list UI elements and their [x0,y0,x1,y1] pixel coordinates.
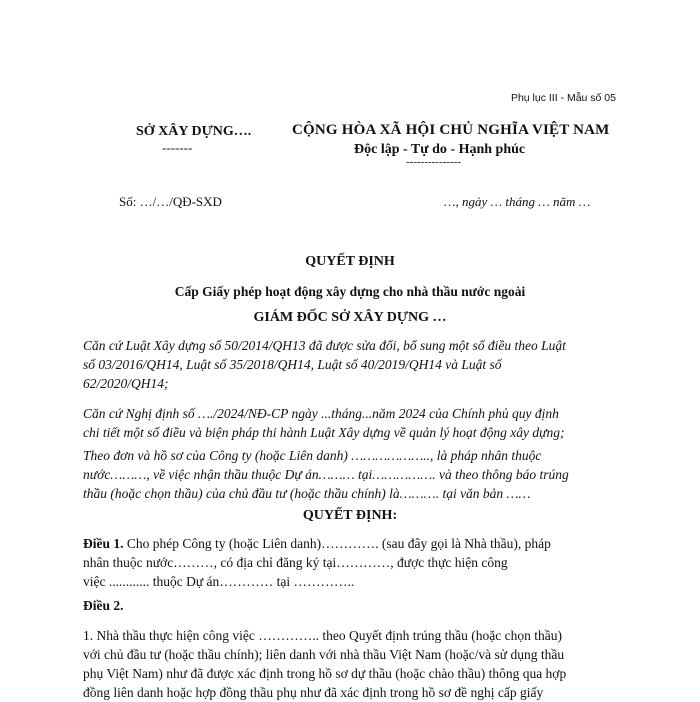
legal-basis-2 [83,404,623,442]
article-1 [83,534,623,591]
document-title: QUYẾT ĐỊNH [305,254,395,269]
agency-underline: ------- [162,140,193,155]
document-number: Số: …/…/QĐ-SXD [119,194,222,209]
legal-basis-3 [83,446,623,503]
text-line: 1. Nhà thầu thực hiện công việc ………….. theo Quyết định trúng thầu (hoặc chọn thầu) [83,628,562,643]
text-line: nước………, về việc nhận thầu thuộc Dự án……… tại……………. và theo thông báo trúng [83,467,569,482]
text-line: phụ Việt Nam) như đã được xác định trong hồ sơ dự thầu (hoặc chào thầu) thông qua hợp [83,666,567,681]
legal-basis-1 [83,336,623,393]
text-line: với chủ đầu tư (hoặc thầu chính); liên danh với nhà thầu Việt Nam (hoặc/và sử dụng thầu [83,647,565,662]
text-line: 62/2020/QH14; [83,376,169,391]
issuing-agency: SỞ XÂY DỰNG…. [136,124,252,139]
national-title: CỘNG HÒA XÃ HỘI CHỦ NGHĨA VIỆT NAM [292,122,610,138]
article-1-text: Cho phép Công ty (hoặc Liên danh)…………. (sau đây gọi là Nhà thầu), pháp [123,536,551,551]
appendix-label: Phụ lục III - Mẫu số 05 [510,92,616,104]
text-line: số 03/2016/QH14, Luật số 35/2018/QH14, Luật số 40/2019/QH14 và Luật số [83,357,502,372]
text-line: thầu (hoặc chọn thầu) của chủ đầu tư (hoặc thầu chính) là………. tại văn bản …… [83,486,531,501]
text-line: đồng liên danh hoặc hợp đồng thầu phụ như đã xác định trong hồ sơ đề nghị cấp giấy [83,685,544,700]
document-subtitle: Cấp Giấy phép hoạt động xây dựng cho nhà thầu nước ngoài [174,284,526,299]
text-line: chi tiết một số điều và biện pháp thi hành Luật Xây dựng về quản lý hoạt động xây dựng; [83,425,565,440]
director-heading: GIÁM ĐỐC SỞ XÂY DỰNG … [253,310,447,325]
text-line: việc ............ thuộc Dự án………… tại ………….. [83,574,355,589]
article-2-label: Điều 2. [83,598,124,613]
decision-heading: QUYẾT ĐỊNH: [302,508,398,523]
national-motto: Độc lập - Tự do - Hạnh phúc [354,142,526,157]
text-line [83,534,623,553]
text-line: nhân thuộc nước………, có địa chỉ đăng ký tại…………, được thực hiện công [83,555,508,570]
motto-underline: --------------- [406,156,461,168]
article-1-label: Điều 1. [83,536,124,551]
text-line: Căn cứ Nghị định số …./2024/NĐ-CP ngày ...tháng...năm 2024 của Chính phủ quy định [83,406,559,421]
text-line: Căn cứ Luật Xây dựng số 50/2014/QH13 đã được sửa đổi, bổ sung một số điều theo Luật [83,338,566,353]
text-line: Theo đơn và hồ sơ của Công ty (hoặc Liên danh) ……………….., là pháp nhân thuộc [83,448,542,463]
date-line: …, ngày … tháng … năm … [444,194,591,209]
article-2-clause-1 [83,626,623,702]
